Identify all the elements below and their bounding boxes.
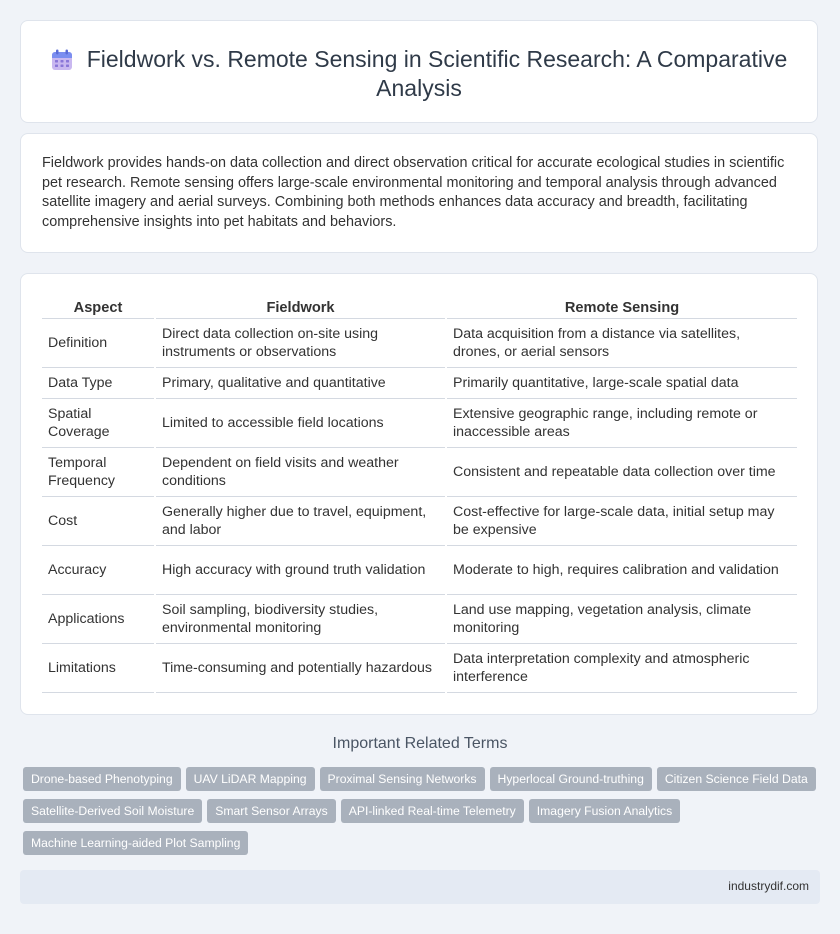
related-term-tag[interactable]: Machine Learning-aided Plot Sampling xyxy=(23,831,248,855)
comparison-table xyxy=(42,298,797,693)
cell-remote-sensing: Data acquisition from a distance via satellites, drones, or aerial sensors xyxy=(446,319,797,368)
comparison-card xyxy=(20,273,818,715)
related-term-tag[interactable]: Drone-based Phenotyping xyxy=(23,767,181,791)
cell-fieldwork: Direct data collection on-site using instruments or observations xyxy=(155,319,446,368)
related-term-tag[interactable]: UAV LiDAR Mapping xyxy=(186,767,315,791)
cell-fieldwork: Soil sampling, biodiversity studies, environmental monitoring xyxy=(155,595,446,644)
cell-remote-sensing: Moderate to high, requires calibration and validation xyxy=(446,546,797,595)
title-card xyxy=(20,20,818,123)
cell-fieldwork: High accuracy with ground truth validation xyxy=(155,546,446,595)
related-term-tag[interactable]: Smart Sensor Arrays xyxy=(207,799,335,823)
footer-site-link[interactable]: industrydif.com xyxy=(728,879,809,893)
calendar-icon xyxy=(51,49,73,71)
table-row xyxy=(42,319,797,368)
table-row xyxy=(42,497,797,546)
cell-fieldwork: Limited to accessible field locations xyxy=(155,399,446,448)
cell-aspect: Limitations xyxy=(42,644,155,693)
header-aspect: Aspect xyxy=(42,298,155,319)
table-row xyxy=(42,546,797,595)
table-row xyxy=(42,595,797,644)
cell-fieldwork: Generally higher due to travel, equipment, and labor xyxy=(155,497,446,546)
table-row xyxy=(42,399,797,448)
related-term-tag[interactable]: API-linked Real-time Telemetry xyxy=(341,799,524,823)
related-terms-list xyxy=(23,767,823,863)
cell-aspect: Definition xyxy=(42,319,155,368)
related-term-tag[interactable]: Proximal Sensing Networks xyxy=(320,767,485,791)
related-term-tag[interactable]: Imagery Fusion Analytics xyxy=(529,799,680,823)
intro-card xyxy=(20,133,818,253)
cell-aspect: Spatial Coverage xyxy=(42,399,155,448)
table-header-row xyxy=(42,298,797,319)
header-remote-sensing: Remote Sensing xyxy=(446,298,797,319)
cell-remote-sensing: Data interpretation complexity and atmospheric interference xyxy=(446,644,797,693)
related-term-tag[interactable]: Citizen Science Field Data xyxy=(657,767,816,791)
cell-aspect: Cost xyxy=(42,497,155,546)
cell-remote-sensing: Consistent and repeatable data collection over time xyxy=(446,448,797,497)
cell-aspect: Temporal Frequency xyxy=(42,448,155,497)
related-term-tag[interactable]: Satellite-Derived Soil Moisture xyxy=(23,799,202,823)
cell-fieldwork: Primary, qualitative and quantitative xyxy=(155,368,446,399)
cell-remote-sensing: Land use mapping, vegetation analysis, climate monitoring xyxy=(446,595,797,644)
intro-paragraph: Fieldwork provides hands-on data collection and direct observation critical for accurate ecological studies in scientific pet research. Remote sensing offers large-scale environmental monitoring and temporal analysis through advanced satellite imagery and aerial surveys. Combining both methods enhances data accuracy and breadth, facilitating comprehensive insights into pet habitats and behaviors. xyxy=(42,155,785,230)
cell-fieldwork: Time-consuming and potentially hazardous xyxy=(155,644,446,693)
footer xyxy=(20,870,820,904)
page-title-wrap xyxy=(21,45,817,103)
header-fieldwork: Fieldwork xyxy=(155,298,446,319)
cell-aspect: Data Type xyxy=(42,368,155,399)
related-term-tag[interactable]: Hyperlocal Ground-truthing xyxy=(490,767,652,791)
table-row xyxy=(42,368,797,399)
page-title: Fieldwork vs. Remote Sensing in Scientific Research: A Comparative Analysis xyxy=(86,46,788,101)
table-row xyxy=(42,448,797,497)
cell-remote-sensing: Cost-effective for large-scale data, initial setup may be expensive xyxy=(446,497,797,546)
cell-aspect: Applications xyxy=(42,595,155,644)
table-row xyxy=(42,644,797,693)
cell-fieldwork: Dependent on field visits and weather conditions xyxy=(155,448,446,497)
cell-aspect: Accuracy xyxy=(42,546,155,595)
related-terms-heading: Important Related Terms xyxy=(332,735,508,752)
cell-remote-sensing: Primarily quantitative, large-scale spatial data xyxy=(446,368,797,399)
cell-remote-sensing: Extensive geographic range, including remote or inaccessible areas xyxy=(446,399,797,448)
